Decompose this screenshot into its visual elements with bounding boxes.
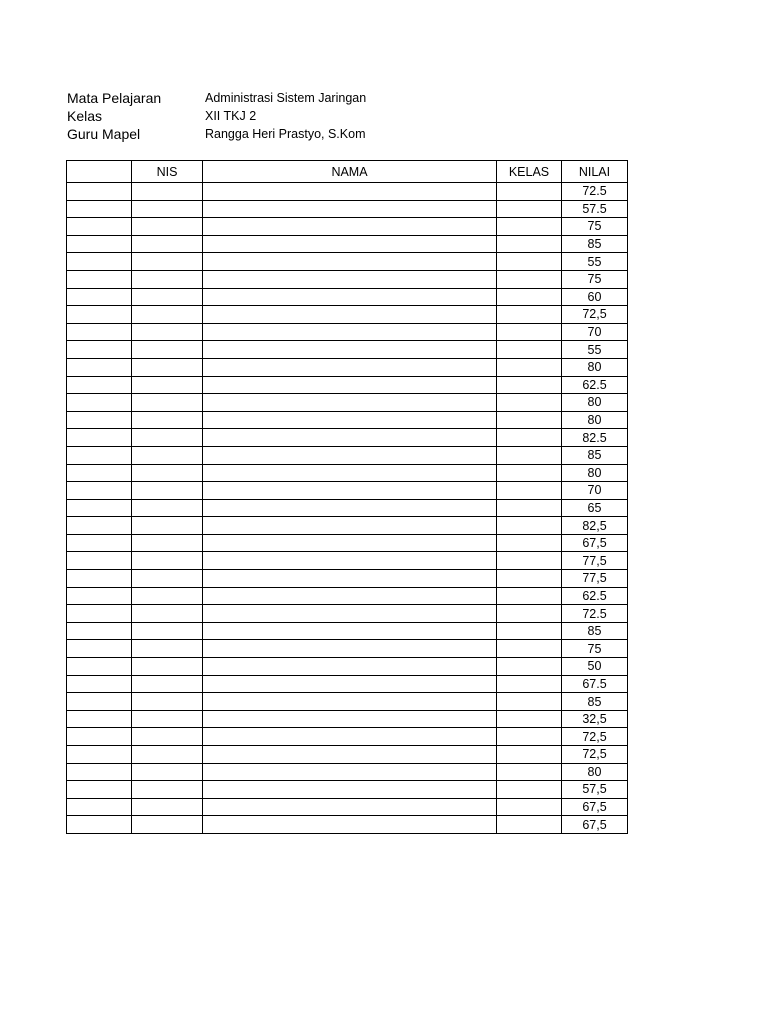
cell-kelas bbox=[497, 710, 562, 728]
cell-nis bbox=[132, 446, 203, 464]
cell-kelas bbox=[497, 587, 562, 605]
table-row bbox=[67, 306, 628, 324]
cell-nama bbox=[203, 411, 497, 429]
table-row bbox=[67, 183, 628, 201]
cell-nama bbox=[203, 798, 497, 816]
cell-nama bbox=[203, 446, 497, 464]
cell-nis bbox=[132, 499, 203, 517]
cell-kelas bbox=[497, 429, 562, 447]
cell-nama bbox=[203, 675, 497, 693]
cell-nilai: 80 bbox=[562, 763, 628, 781]
cell-nis bbox=[132, 235, 203, 253]
cell-no bbox=[67, 499, 132, 517]
table-row bbox=[67, 341, 628, 359]
table-row bbox=[67, 482, 628, 500]
cell-nis bbox=[132, 288, 203, 306]
cell-no bbox=[67, 323, 132, 341]
cell-kelas bbox=[497, 218, 562, 236]
cell-nilai: 62.5 bbox=[562, 376, 628, 394]
cell-kelas bbox=[497, 200, 562, 218]
cell-nis bbox=[132, 253, 203, 271]
cell-nama bbox=[203, 816, 497, 834]
cell-nis bbox=[132, 605, 203, 623]
cell-no bbox=[67, 517, 132, 535]
cell-kelas bbox=[497, 781, 562, 799]
cell-nis bbox=[132, 482, 203, 500]
cell-nis bbox=[132, 658, 203, 676]
cell-nilai: 67,5 bbox=[562, 534, 628, 552]
cell-kelas bbox=[497, 446, 562, 464]
cell-nama bbox=[203, 376, 497, 394]
cell-nama bbox=[203, 253, 497, 271]
cell-nilai: 70 bbox=[562, 323, 628, 341]
column-header-nama: NAMA bbox=[203, 161, 497, 183]
class-row bbox=[67, 107, 366, 125]
cell-nilai: 77,5 bbox=[562, 552, 628, 570]
cell-nis bbox=[132, 675, 203, 693]
cell-no bbox=[67, 622, 132, 640]
cell-kelas bbox=[497, 517, 562, 535]
cell-nama bbox=[203, 218, 497, 236]
teacher-row bbox=[67, 125, 366, 143]
cell-kelas bbox=[497, 622, 562, 640]
table-row bbox=[67, 605, 628, 623]
cell-nilai: 80 bbox=[562, 358, 628, 376]
table-row bbox=[67, 253, 628, 271]
document-header bbox=[67, 89, 366, 143]
cell-no bbox=[67, 376, 132, 394]
table-row bbox=[67, 710, 628, 728]
cell-no bbox=[67, 781, 132, 799]
cell-nama bbox=[203, 464, 497, 482]
subject-row bbox=[67, 89, 366, 107]
cell-kelas bbox=[497, 270, 562, 288]
table-row bbox=[67, 411, 628, 429]
cell-no bbox=[67, 446, 132, 464]
cell-no bbox=[67, 358, 132, 376]
table-row bbox=[67, 235, 628, 253]
cell-nama bbox=[203, 746, 497, 764]
cell-nama bbox=[203, 710, 497, 728]
cell-nilai: 80 bbox=[562, 411, 628, 429]
table-row bbox=[67, 746, 628, 764]
table-row bbox=[67, 499, 628, 517]
cell-kelas bbox=[497, 411, 562, 429]
cell-nilai: 67.5 bbox=[562, 675, 628, 693]
cell-no bbox=[67, 587, 132, 605]
cell-nis bbox=[132, 218, 203, 236]
cell-no bbox=[67, 429, 132, 447]
cell-no bbox=[67, 675, 132, 693]
cell-nis bbox=[132, 394, 203, 412]
cell-no bbox=[67, 253, 132, 271]
cell-kelas bbox=[497, 306, 562, 324]
cell-nama bbox=[203, 622, 497, 640]
table-row bbox=[67, 781, 628, 799]
column-header-kelas: KELAS bbox=[497, 161, 562, 183]
cell-kelas bbox=[497, 658, 562, 676]
cell-no bbox=[67, 183, 132, 201]
table-row bbox=[67, 798, 628, 816]
table-row bbox=[67, 622, 628, 640]
cell-nis bbox=[132, 552, 203, 570]
cell-nis bbox=[132, 587, 203, 605]
cell-nis bbox=[132, 798, 203, 816]
table-row bbox=[67, 517, 628, 535]
cell-nilai: 72,5 bbox=[562, 728, 628, 746]
cell-kelas bbox=[497, 323, 562, 341]
cell-no bbox=[67, 552, 132, 570]
cell-nama bbox=[203, 763, 497, 781]
cell-no bbox=[67, 728, 132, 746]
cell-nis bbox=[132, 517, 203, 535]
cell-no bbox=[67, 341, 132, 359]
cell-nilai: 67,5 bbox=[562, 798, 628, 816]
cell-nama bbox=[203, 288, 497, 306]
cell-nilai: 72.5 bbox=[562, 183, 628, 201]
cell-nis bbox=[132, 323, 203, 341]
cell-no bbox=[67, 464, 132, 482]
cell-nilai: 75 bbox=[562, 640, 628, 658]
cell-kelas bbox=[497, 341, 562, 359]
cell-nilai: 80 bbox=[562, 464, 628, 482]
cell-nilai: 72,5 bbox=[562, 746, 628, 764]
cell-nama bbox=[203, 499, 497, 517]
teacher-value: Rangga Heri Prastyo, S.Kom bbox=[205, 127, 366, 141]
cell-nilai: 57.5 bbox=[562, 200, 628, 218]
cell-no bbox=[67, 394, 132, 412]
table-row bbox=[67, 552, 628, 570]
table-row bbox=[67, 763, 628, 781]
cell-no bbox=[67, 235, 132, 253]
cell-nis bbox=[132, 411, 203, 429]
cell-nis bbox=[132, 306, 203, 324]
cell-nama bbox=[203, 781, 497, 799]
cell-nis bbox=[132, 200, 203, 218]
cell-no bbox=[67, 200, 132, 218]
cell-nama bbox=[203, 306, 497, 324]
cell-nis bbox=[132, 710, 203, 728]
cell-nis bbox=[132, 693, 203, 711]
cell-no bbox=[67, 411, 132, 429]
cell-nama bbox=[203, 270, 497, 288]
cell-kelas bbox=[497, 376, 562, 394]
table-row bbox=[67, 693, 628, 711]
table-row bbox=[67, 288, 628, 306]
cell-nilai: 70 bbox=[562, 482, 628, 500]
cell-nis bbox=[132, 640, 203, 658]
cell-nama bbox=[203, 534, 497, 552]
column-header-no bbox=[67, 161, 132, 183]
cell-nis bbox=[132, 746, 203, 764]
cell-no bbox=[67, 763, 132, 781]
subject-value: Administrasi Sistem Jaringan bbox=[205, 91, 367, 105]
cell-kelas bbox=[497, 253, 562, 271]
cell-nama bbox=[203, 728, 497, 746]
cell-no bbox=[67, 270, 132, 288]
cell-nis bbox=[132, 570, 203, 588]
column-header-nilai: NILAI bbox=[562, 161, 628, 183]
column-header-nis: NIS bbox=[132, 161, 203, 183]
cell-nilai: 65 bbox=[562, 499, 628, 517]
cell-no bbox=[67, 746, 132, 764]
cell-nis bbox=[132, 183, 203, 201]
cell-nama bbox=[203, 482, 497, 500]
cell-nis bbox=[132, 464, 203, 482]
cell-nama bbox=[203, 323, 497, 341]
cell-nis bbox=[132, 270, 203, 288]
cell-nama bbox=[203, 587, 497, 605]
cell-no bbox=[67, 798, 132, 816]
cell-nilai: 72,5 bbox=[562, 306, 628, 324]
cell-kelas bbox=[497, 499, 562, 517]
table-row bbox=[67, 376, 628, 394]
cell-nilai: 85 bbox=[562, 622, 628, 640]
cell-nilai: 82.5 bbox=[562, 429, 628, 447]
table-header-row bbox=[67, 161, 628, 183]
table-row bbox=[67, 429, 628, 447]
cell-kelas bbox=[497, 482, 562, 500]
table-row bbox=[67, 218, 628, 236]
cell-nama bbox=[203, 358, 497, 376]
cell-nilai: 75 bbox=[562, 270, 628, 288]
cell-kelas bbox=[497, 183, 562, 201]
cell-nis bbox=[132, 763, 203, 781]
class-value: XII TKJ 2 bbox=[205, 109, 257, 123]
cell-no bbox=[67, 710, 132, 728]
table-row bbox=[67, 587, 628, 605]
cell-nama bbox=[203, 640, 497, 658]
cell-nama bbox=[203, 693, 497, 711]
cell-kelas bbox=[497, 394, 562, 412]
cell-nilai: 85 bbox=[562, 446, 628, 464]
cell-nis bbox=[132, 781, 203, 799]
cell-nama bbox=[203, 183, 497, 201]
cell-nilai: 32,5 bbox=[562, 710, 628, 728]
cell-nama bbox=[203, 341, 497, 359]
cell-no bbox=[67, 570, 132, 588]
table-row bbox=[67, 270, 628, 288]
cell-kelas bbox=[497, 763, 562, 781]
cell-no bbox=[67, 605, 132, 623]
table-row bbox=[67, 200, 628, 218]
cell-kelas bbox=[497, 534, 562, 552]
table-row bbox=[67, 640, 628, 658]
cell-no bbox=[67, 306, 132, 324]
cell-nilai: 85 bbox=[562, 235, 628, 253]
cell-kelas bbox=[497, 816, 562, 834]
cell-nilai: 75 bbox=[562, 218, 628, 236]
cell-nilai: 72.5 bbox=[562, 605, 628, 623]
cell-no bbox=[67, 288, 132, 306]
table-row bbox=[67, 394, 628, 412]
cell-nilai: 85 bbox=[562, 693, 628, 711]
cell-kelas bbox=[497, 640, 562, 658]
cell-nama bbox=[203, 235, 497, 253]
cell-no bbox=[67, 218, 132, 236]
cell-nilai: 62.5 bbox=[562, 587, 628, 605]
table-row bbox=[67, 358, 628, 376]
grade-table bbox=[66, 160, 628, 834]
cell-kelas bbox=[497, 693, 562, 711]
cell-kelas bbox=[497, 728, 562, 746]
cell-nilai: 50 bbox=[562, 658, 628, 676]
cell-nilai: 82,5 bbox=[562, 517, 628, 535]
cell-no bbox=[67, 693, 132, 711]
cell-nis bbox=[132, 816, 203, 834]
cell-nilai: 55 bbox=[562, 341, 628, 359]
cell-kelas bbox=[497, 552, 562, 570]
cell-nilai: 77,5 bbox=[562, 570, 628, 588]
cell-kelas bbox=[497, 570, 562, 588]
cell-nilai: 60 bbox=[562, 288, 628, 306]
table-row bbox=[67, 728, 628, 746]
cell-nama bbox=[203, 552, 497, 570]
cell-nis bbox=[132, 341, 203, 359]
cell-nis bbox=[132, 376, 203, 394]
cell-kelas bbox=[497, 675, 562, 693]
cell-kelas bbox=[497, 746, 562, 764]
cell-nama bbox=[203, 517, 497, 535]
cell-nis bbox=[132, 622, 203, 640]
cell-no bbox=[67, 640, 132, 658]
cell-nis bbox=[132, 534, 203, 552]
table-row bbox=[67, 464, 628, 482]
cell-nama bbox=[203, 429, 497, 447]
table-row bbox=[67, 570, 628, 588]
cell-nama bbox=[203, 605, 497, 623]
cell-kelas bbox=[497, 464, 562, 482]
class-label: Kelas bbox=[67, 108, 103, 124]
cell-nilai: 57,5 bbox=[562, 781, 628, 799]
cell-nama bbox=[203, 658, 497, 676]
cell-kelas bbox=[497, 605, 562, 623]
cell-no bbox=[67, 658, 132, 676]
table-row bbox=[67, 534, 628, 552]
cell-kelas bbox=[497, 798, 562, 816]
cell-nama bbox=[203, 200, 497, 218]
cell-nilai: 80 bbox=[562, 394, 628, 412]
cell-nis bbox=[132, 728, 203, 746]
cell-nis bbox=[132, 358, 203, 376]
cell-nilai: 67,5 bbox=[562, 816, 628, 834]
table-row bbox=[67, 446, 628, 464]
table-body bbox=[67, 183, 628, 834]
table-row bbox=[67, 816, 628, 834]
table-row bbox=[67, 675, 628, 693]
cell-kelas bbox=[497, 358, 562, 376]
cell-nama bbox=[203, 570, 497, 588]
cell-no bbox=[67, 534, 132, 552]
cell-no bbox=[67, 816, 132, 834]
table-row bbox=[67, 323, 628, 341]
cell-kelas bbox=[497, 235, 562, 253]
cell-no bbox=[67, 482, 132, 500]
cell-kelas bbox=[497, 288, 562, 306]
subject-label: Mata Pelajaran bbox=[67, 90, 162, 106]
table-row bbox=[67, 658, 628, 676]
cell-nama bbox=[203, 394, 497, 412]
cell-nilai: 55 bbox=[562, 253, 628, 271]
cell-nis bbox=[132, 429, 203, 447]
teacher-label: Guru Mapel bbox=[67, 126, 141, 142]
